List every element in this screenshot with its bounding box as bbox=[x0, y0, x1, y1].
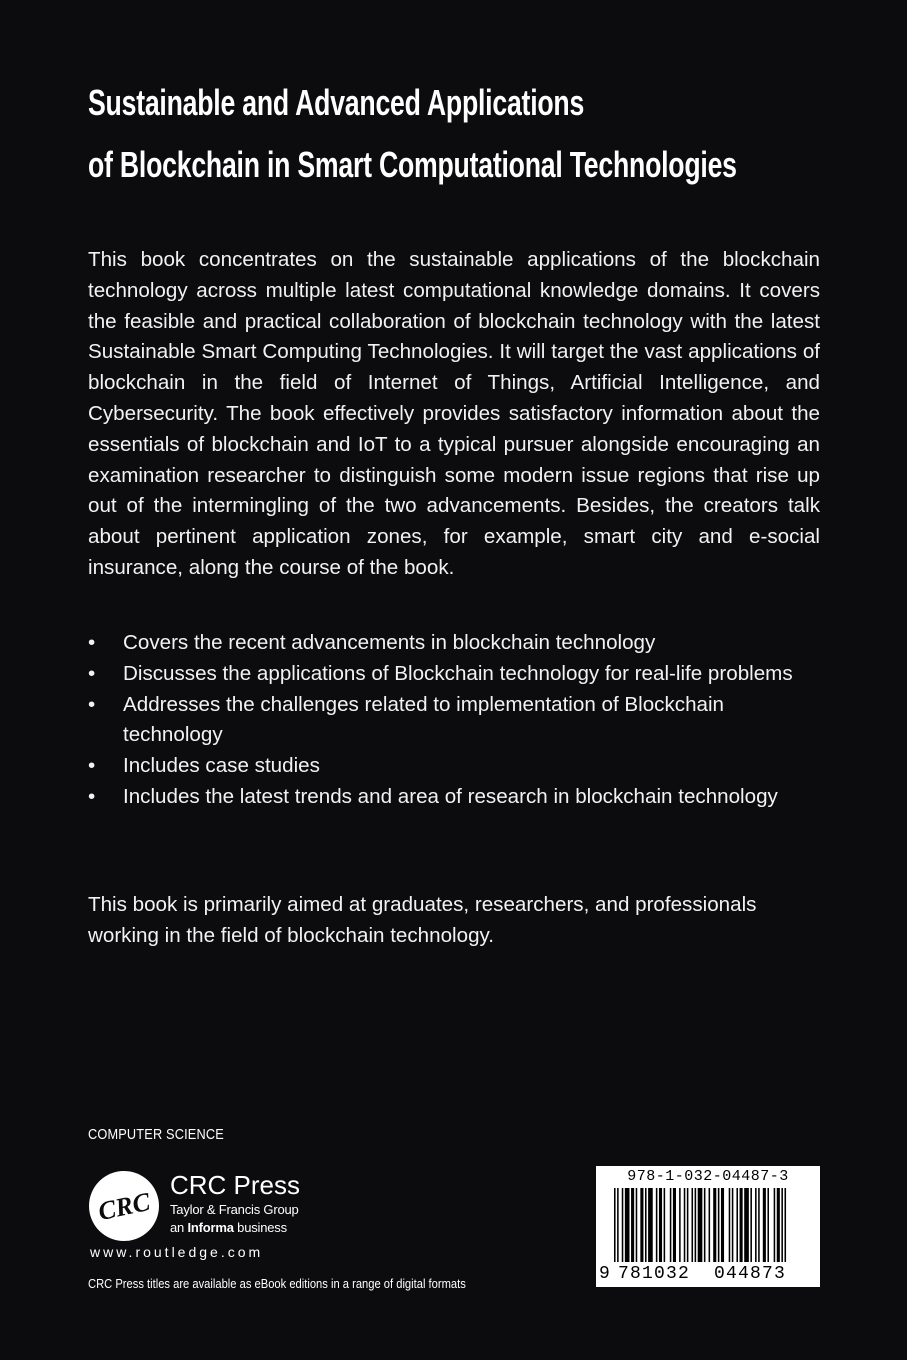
barcode-bar bbox=[736, 1188, 738, 1262]
description-paragraph: This book concentrates on the sustainable applications of the blockchain technology across multiple latest computational knowledge domains. It covers the feasible and practical collaboration of blockchain technology with the latest Sustainable Smart Computing Technologies. It will target the vast applications of blockchain in the field of Internet of Things, Artificial Intelligence, and Cybersecurity. The book effectively provides satisfactory information about the essentials of blockchain and IoT to a typical pursuer alongside encouraging an examination researcher to distinguish some modern issue regions that rise up out of the intermingling of the two advancements. Besides, the creators talk about pertinent application zones, for example, smart city and e-social insurance, along the course of the book. bbox=[88, 248, 820, 579]
barcode-bars bbox=[600, 1188, 816, 1266]
barcode-bar bbox=[732, 1188, 734, 1262]
barcode-bar bbox=[648, 1188, 653, 1262]
barcode-bar bbox=[777, 1188, 780, 1262]
barcode-bar bbox=[695, 1188, 697, 1262]
barcode-bar bbox=[721, 1188, 724, 1262]
subject-category: COMPUTER SCIENCE bbox=[88, 1126, 224, 1143]
barcode-bar bbox=[744, 1188, 749, 1262]
feature-item: • Addresses the challenges related to implementation of Blockchain technology bbox=[88, 690, 820, 752]
barcode-bar bbox=[679, 1188, 681, 1262]
barcode-bar bbox=[755, 1188, 757, 1262]
barcode-bar bbox=[664, 1188, 666, 1262]
crc-logo-icon bbox=[88, 1170, 160, 1242]
publisher-website: www.routledge.com bbox=[90, 1244, 264, 1260]
publisher-block bbox=[170, 1170, 300, 1236]
title-line-1: Sustainable and Advanced Applications bbox=[88, 82, 585, 123]
barcode-bar bbox=[617, 1188, 619, 1262]
ean-left-group: 781032 bbox=[618, 1264, 691, 1284]
feature-item: • Includes the latest trends and area of research in blockchain technology bbox=[88, 782, 820, 813]
business-prefix: an bbox=[170, 1220, 188, 1235]
barcode-bar bbox=[622, 1188, 624, 1262]
barcode-bar bbox=[670, 1188, 672, 1262]
barcode-bar bbox=[729, 1188, 731, 1262]
barcode-bar bbox=[781, 1188, 783, 1262]
barcode-bar bbox=[692, 1188, 694, 1262]
ean-right-group: 044873 bbox=[714, 1264, 787, 1284]
barcode-bar bbox=[763, 1188, 766, 1262]
publisher-name: CRC Press bbox=[170, 1170, 301, 1200]
barcode-bar bbox=[713, 1188, 716, 1262]
feature-item: • Includes case studies bbox=[88, 751, 820, 782]
barcode-bar bbox=[774, 1188, 776, 1262]
feature-list bbox=[88, 628, 820, 813]
title-line-2: of Blockchain in Smart Computational Technologies bbox=[88, 144, 737, 185]
barcode-bar bbox=[656, 1188, 658, 1262]
barcode-bar bbox=[636, 1188, 638, 1262]
isbn-barcode bbox=[596, 1166, 820, 1287]
business-suffix: business bbox=[233, 1220, 287, 1235]
barcode-bar bbox=[704, 1188, 706, 1262]
audience-paragraph: This book is primarily aimed at graduates, researchers, and professionals working in the field of blockchain technology. bbox=[88, 893, 757, 947]
barcode-bar bbox=[709, 1188, 711, 1262]
publisher-group: Taylor & Francis Group bbox=[170, 1202, 299, 1217]
isbn-number: 978-1-032-04487-3 bbox=[627, 1168, 789, 1185]
barcode-bar bbox=[640, 1188, 643, 1262]
barcode-bar bbox=[740, 1188, 743, 1262]
barcode-bar bbox=[631, 1188, 634, 1262]
barcode-bar bbox=[750, 1188, 752, 1262]
barcode-bar bbox=[687, 1188, 689, 1262]
feature-item: • Covers the recent advancements in blockchain technology bbox=[88, 628, 820, 659]
barcode-bar bbox=[673, 1188, 676, 1262]
feature-item: • Discusses the applications of Blockchain technology for real-life problems bbox=[88, 659, 820, 690]
barcode-bar bbox=[625, 1188, 630, 1262]
barcode-bar bbox=[758, 1188, 760, 1262]
ebook-note: CRC Press titles are available as eBook editions in a range of digital formats bbox=[88, 1276, 466, 1291]
barcode-bar bbox=[614, 1188, 616, 1262]
barcode-bar bbox=[767, 1188, 769, 1262]
barcode-bar bbox=[645, 1188, 647, 1262]
business-bold: Informa bbox=[187, 1220, 234, 1235]
book-title bbox=[88, 72, 828, 196]
barcode-bar bbox=[718, 1188, 720, 1262]
ean-first-digit: 9 bbox=[599, 1264, 610, 1284]
barcode-bar bbox=[684, 1188, 686, 1262]
barcode-bar bbox=[698, 1188, 703, 1262]
barcode-bar bbox=[659, 1188, 662, 1262]
publisher-business bbox=[170, 1219, 300, 1236]
barcode-bar bbox=[785, 1188, 787, 1262]
crc-logo-text: CRC bbox=[95, 1186, 153, 1227]
